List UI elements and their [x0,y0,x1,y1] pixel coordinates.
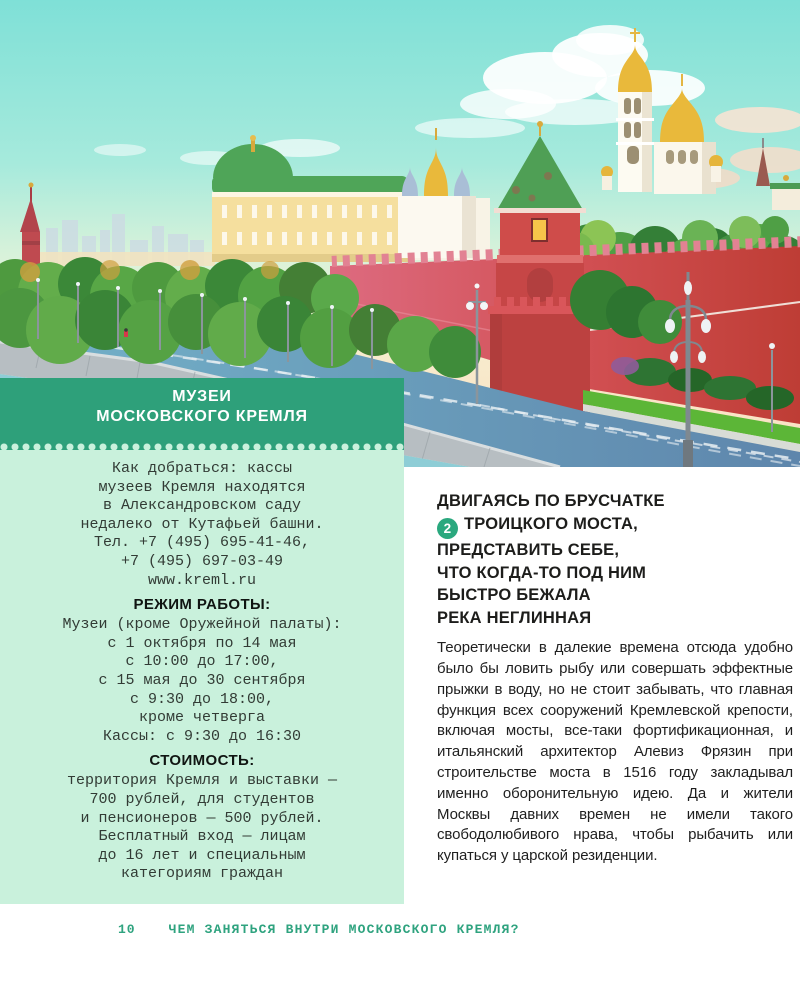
info-line: до 16 лет и специальным [98,846,306,864]
info-line: категориям граждан [120,865,284,883]
heading-rest-lines [437,539,793,629]
page-footer [0,922,800,937]
info-line: музеев Кремля находятся [98,478,306,496]
info-card-blocks [0,450,404,904]
info-line: 700 рублей, для студентов [89,790,315,808]
info-line: Музеи (кроме Оружейной палаты): [62,616,342,634]
info-line: Бесплатный вход — лицам [98,828,306,846]
info-line: недалеко от Кутафьей башни. [80,515,324,533]
heading-line-with-badge [437,513,793,540]
info-line: с 1 октября по 14 мая [107,634,297,652]
info-line: кроме четверга [138,709,266,727]
heading-line: ПРЕДСТАВИТЬ СЕБЕ, [437,541,620,560]
page-number: 10 [118,922,136,937]
info-line: с 9:30 до 18:00, [129,690,275,708]
info-card-title-line: МУЗЕИ [172,388,232,405]
heading-line-text: ТРОИЦКОГО МОСТА, [464,514,638,533]
article-column [437,490,793,867]
info-card-title [0,378,404,439]
info-line: территория Кремля и выставки — [66,772,338,790]
info-line: с 10:00 до 17:00, [125,653,279,671]
heading-line: ДВИГАЯСЬ ПО БРУСЧАТКЕ [437,492,665,510]
museum-info-card [0,378,404,904]
info-line: +7 (495) 697-03-49 [120,552,284,570]
card-section-label: РЕЖИМ РАБОТЫ: [133,596,271,614]
card-section-label: СТОИМОСТЬ: [149,752,255,770]
heading-line: БЫСТРО БЕЖАЛА [437,586,591,605]
info-line: Кассы: с 9:30 до 16:30 [102,727,302,745]
info-line: и пенсионеров — 500 рублей. [80,809,324,827]
info-line: Тел. +7 (495) 695-41-46, [93,534,311,552]
info-line: www.kreml.ru [147,571,257,589]
heading-line: РЕКА НЕГЛИННАЯ [437,608,592,627]
perforation-dots [0,439,404,450]
info-line: с 15 мая до 30 сентября [98,671,306,689]
article-body: Теоретически в далекие времена отсюда удобно было бы ловить рыбу или совершать эффектные прыжки в воду, но не стоит забывать, что главная функция всех сооружений Кремлевской крепости, включая мосты, все-таки фортификационная, и итальянский архитектор Алевиз Фрязин при строительстве моста в 1516 году закладывал именно оборонительную идею. Да и жители Москвы давних времен не имели такого свободолюбивого нрава, чтобы рыбачить или купаться у царской резиденции. [437,639,793,865]
info-card-title-line: МОСКОВСКОГО КРЕМЛЯ [96,408,308,425]
route-number-badge: 2 [437,518,458,539]
heading-line: ЧТО КОГДА-ТО ПОД НИМ [437,563,647,582]
info-line: Как добраться: кассы [111,460,293,477]
article-heading [437,490,793,629]
footer-title: ЧЕМ ЗАНЯТЬСЯ ВНУТРИ МОСКОВСКОГО КРЕМЛЯ? [168,922,520,937]
info-line: в Александровском саду [102,497,302,515]
